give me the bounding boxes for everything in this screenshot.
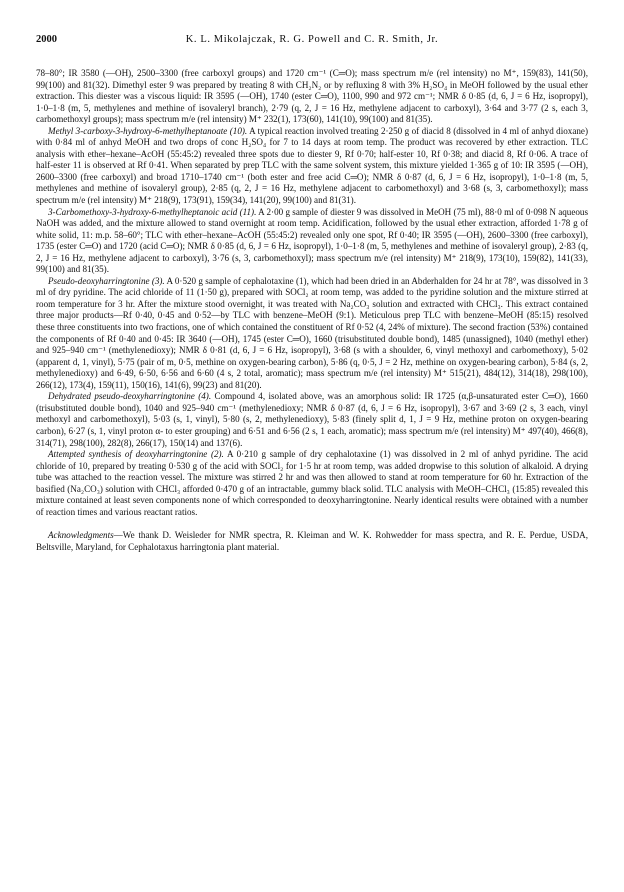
paragraph-title: 3-Carbomethoxy-3-hydroxy-6-methylheptanoic acid (11). <box>48 206 257 217</box>
paragraph-text: Compound 4, isolated above, was an amorphous solid: IR 1725 (α,β-unsaturated ester C═O), 1660 (trisubstituted double bond), 1040 and 925–940 cm⁻¹ (methylenedioxy; NMR δ 0·87 (d, 6, J = 6 Hz, isopropyl), 3·67 and 3·69 (2 s, 3 each, vinyl methoxyl and carbomethoxyl), 5·03 (s, 1, vinyl), 5·80 (s, 2, methylenedioxy), 5·83 (finely split d, 1, J = 9 Hz, methine proton on oxygen-bearing carbon), 6·27 (s, 1, vinyl proton α- to ester grouping) and 6·51 and 6·56 (2 s, 1 each, aromatic); mass spectrum m/e (rel intensity) M⁺ 497(40), 466(8), 314(71), 298(100), 282(8), 266(17), 150(14) and 137(6). <box>36 391 588 448</box>
paragraph <box>36 449 588 518</box>
paragraph-text: 78–80°; IR 3580 (—OH), 2500–3300 (free carboxyl groups) and 1720 cm⁻¹ (C═O); mass spectrum m/e (rel intensity) no M⁺, 159(83), 141(50), 99(100) and 81(32). Dimethyl ester 9 was prepared by treating 8 with CH₂N₂ or by refluxing 8 with 3% H₂SO₄ in MeOH followed by the usual ether extraction. This diester was a viscous liquid: IR 3595 (—OH), 1740 (ester C═O), 1100, 990 and 972 cm⁻¹; NMR δ 0·85 (d, 6, J = 6 Hz, isopropyl), 1·0–1·8 (m, 5, methylenes and methine of isovaleryl branch), 2·79 (q, 2, J = 16 Hz, methylene adjacent to carboxyl), 3·64 and 3·77 (2 s, each 3, carbomethoxyl groups); mass spectrum m/e (rel intensity) M⁺ 232(1), 173(60), 141(10), 99(100) and 81(35). <box>36 68 588 125</box>
page-number: 2000 <box>36 34 57 45</box>
paragraph-title: Methyl 3-carboxy-3-hydroxy-6-methylheptanoate (10). <box>48 125 248 136</box>
paragraph <box>36 391 588 449</box>
running-title: K. L. Mikolajczak, R. G. Powell and C. R. Smith, Jr. <box>185 34 439 45</box>
paragraph-title: Pseudo-deoxyharringtonine (3). <box>48 275 165 286</box>
acknowledgments-text: —We thank D. Weisleder for NMR spectra, R. Kleiman and W. K. Rohwedder for mass spectra, and R. E. Perdue, USDA, Beltsville, Maryland, for Cephalotaxus harringtonia plant material. <box>36 530 588 552</box>
paragraph-title: Dehydrated pseudo-deoxyharringtonine (4). <box>48 391 212 402</box>
paragraph <box>36 207 588 276</box>
paragraph-title: Attempted synthesis of deoxyharringtonine (2). <box>48 449 224 460</box>
paragraph-text: A typical reaction involved treating 2·250 g of diacid 8 (dissolved in 4 ml of anhyd dioxane) with 0·84 ml of anhyd MeOH and two drops of conc H₂SO₄ for 7 to 14 days at room temp. The product was recovered by ether extraction. TLC analysis with ether–hexane–AcOH (55:45:2) revealed three spots due to diester 9, Rf 0·70; half-ester 10, Rf 0·38; and diacid 8, Rf 0·06. A trace of half-ester 11 is observed at Rf 0·41. When separated by prep TLC with the same solvent system, this mixture yielded 1·365 g of 10: IR 3595 (—OH), 2600–3300 (free carboxyl) and broad 1710–1740 cm⁻¹ (both ester and free acid C═O); NMR δ 0·87 (d, 6, J = 6 Hz, isopropyl), 1·0–1·8 (m, 5, methylenes and methine of isovaleryl group), 2·85 (q, 2, J = 16 Hz, methylene adjacent to carbomethoxyl) and 3·68 (s, 3, carbomethoxyl); mass spectrum m/e (rel intensity) M⁺ 218(9), 173(91), 159(34), 141(20), 99(100) and 81(31). <box>36 125 588 206</box>
section-gap <box>36 518 588 530</box>
paragraph <box>36 68 588 126</box>
body-text <box>36 68 588 518</box>
paragraph-text: A 0·210 g sample of dry cephalotaxine (1) was dissolved in 2 ml of anhyd pyridine. The acid chloride of 10, prepared by treating 0·530 g of the acid with SOCl₂ for 1·5 hr at room temp, was added dropwise to this solution of alkaloid. A drying tube was attached to the reaction vessel. The mixture was stirred 2 hr and was then allowed to stand at room temperature for 60 hr. Extraction of the basified (Na₂CO₃) solution with CHCl₃ afforded 0·470 g of an intractable, gummy black solid. TLC analysis with MeOH–CHCl₃ (15:85) revealed this mixture contained at least seven components none of which corresponded to deoxyharringtonine. Nearly identical results were obtained with a number of reaction times and various reactant ratios. <box>36 449 588 517</box>
paragraph-text: A 0·520 g sample of cephalotaxine (1), which had been dried in an Abderhalden for 24 hr at 78°, was dissolved in 3 ml of dry pyridine. The acid chloride of 11 (1·50 g), prepared with SOCl₂ at room temp, was added to the pyridine solution and the mixture stirred at room temperature for 3 hr. After the mixture stood overnight, it was treated with Na₂CO₃ solution and extracted with CHCl₃. This extract contained three major products—Rf 0·40, 0·45 and 0·52—by TLC with benzene–MeOH (9:1). Meticulous prep TLC with benzene–MeOH (85:15) resolved these three constituents into two fractions, one of which contained the constituent of Rf 0·52 (4, 24% of mixture). The second fraction (53%) contained the components of Rf 0·40 and 0·45: IR 3640 (—OH), 1745 (ester C═O), 1660 (trisubstituted double bond), 1485 (unassigned), 1040 (methyl ether) and 925–940 cm⁻¹ (methylenedioxy); NMR δ 0·81 (d, 6, J = 6 Hz, isopropyl), 3·68 (s with a shoulder, 6, vinyl methoxyl and carbomethoxy), 5·02 (apparent d, 1, vinyl), 5·75 (pair of m, 0·5, methine on oxygen-bearing carbon), 5·86 (q, 0·5, J = 2 Hz, methine on oxygen-bearing carbon), 5·84 (s, 2, methylenedioxy) and 6·49, 6·50, 6·56 and 6·60 (4 s, 2 total, aromatic); mass spectrum m/e (rel intensity) M⁺ 515(21), 484(12), 314(18), 298(100), 266(12), 173(4), 159(11), 150(16), 141(6), 99(23) and 81(20). <box>36 275 588 390</box>
page-header <box>36 34 588 48</box>
paragraph <box>36 276 588 391</box>
acknowledgments-title: Acknowledgments <box>48 530 114 541</box>
paper-page <box>36 34 588 553</box>
paragraph <box>36 126 588 207</box>
paragraph-text: A 2·00 g sample of diester 9 was dissolved in MeOH (75 ml), 88·0 ml of 0·098 N aqueous NaOH was added, and the mixture allowed to stand overnight at room temp. Acidification, followed by the usual ether extraction, afforded 1·78 g of white solid, 11: m.p. 58–60°; TLC with ether–hexane–AcOH (55:45:2) revealed only one spot, Rf 0·40; IR 3595 (—OH), 2600–3300 (free carboxyl), 1735 (ester C═O) and 1720 (acid C═O); NMR δ 0·85 (d, 6, J = 6 Hz, isopropyl), 1·0–1·8 (m, 5, methylenes and methine of isovaleryl group), 2·83 (q, 2, J = 16 Hz, methylene adjacent to carboxyl), 3·76 (s, 3, carbomethoxyl); mass spectrum m/e (rel intensity) M⁺ 218(9), 173(10), 159(82), 141(33), 99(100) and 81(35). <box>36 206 588 275</box>
acknowledgments <box>36 530 588 553</box>
